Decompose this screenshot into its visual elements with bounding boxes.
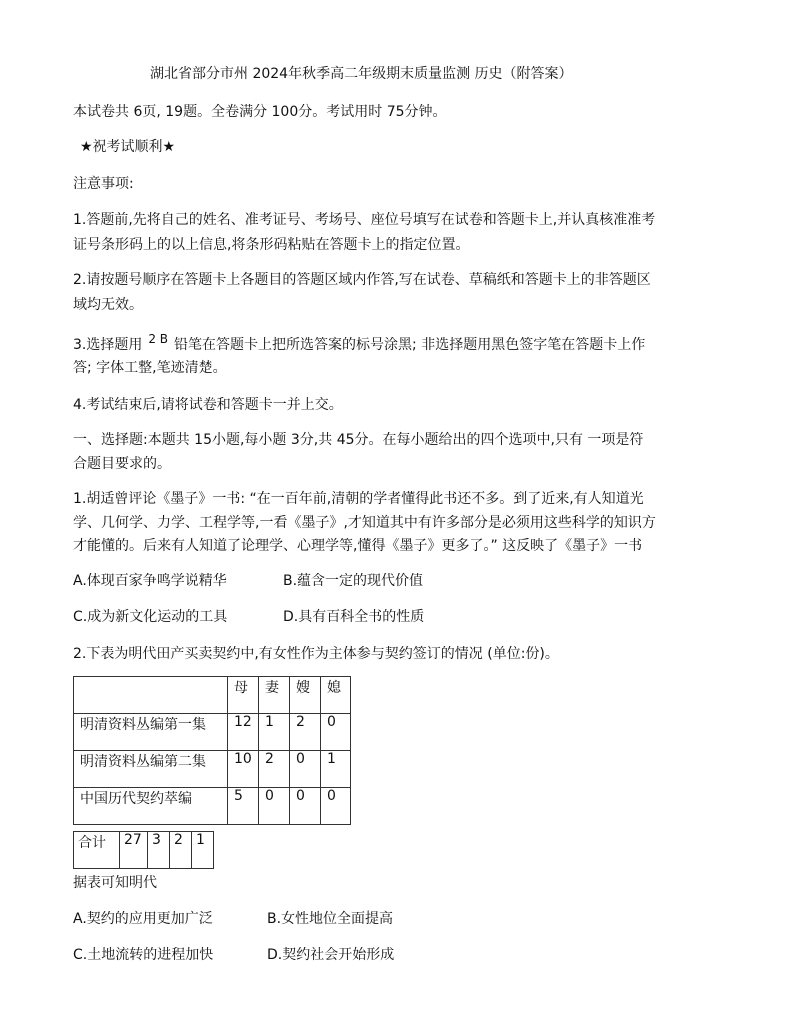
notice-3-line-1 bbox=[73, 332, 646, 354]
q1-option-a: A.体现百家争鸣学说精华 bbox=[73, 573, 227, 589]
document-title: 湖北省部分市州 2024年秋季高二年级期末质量监测 历史（附答案） bbox=[150, 66, 573, 82]
total-row bbox=[74, 832, 214, 869]
notice-1-line-1: 1.答题前,先将自己的姓名、准考证号、考场号、座位号填写在试卷和答题卡上,并认真核准准考 bbox=[73, 212, 656, 228]
table-cell: 2 bbox=[290, 714, 321, 751]
notice-2-line-2: 域均无效。 bbox=[73, 297, 143, 313]
table-cell: 0 bbox=[321, 788, 351, 825]
section-1-line-1: 一、选择题:本题共 15小题,每小题 3分,共 45分。在每小题给出的四个选项中,只有 一项是符 bbox=[73, 432, 644, 448]
total-cell: 合计 bbox=[74, 832, 120, 869]
q2-option-a: A.契约的应用更加广泛 bbox=[73, 911, 213, 927]
q1-option-b: B.蕴含一定的现代价值 bbox=[283, 573, 424, 589]
contract-table bbox=[73, 676, 351, 825]
table-cell: 12 bbox=[228, 714, 259, 751]
table-cell: 0 bbox=[290, 788, 321, 825]
table-row bbox=[74, 788, 351, 825]
total-table bbox=[73, 831, 214, 869]
section-1-line-2: 合题目要求的。 bbox=[73, 456, 171, 472]
table-cell: 1 bbox=[321, 751, 351, 788]
table-cell: 中国历代契约萃编 bbox=[74, 788, 228, 825]
table-header-cell: 母 bbox=[228, 677, 259, 714]
notice-4: 4.考试结束后,请将试卷和答题卡一并上交。 bbox=[73, 397, 343, 413]
table-header-cell: 媳 bbox=[321, 677, 351, 714]
pencil-grade: 2 B bbox=[148, 332, 169, 346]
total-cell: 3 bbox=[148, 832, 170, 869]
notice-3-prefix: 3.选择题用 bbox=[73, 337, 143, 353]
table-cell: 5 bbox=[228, 788, 259, 825]
table-header-cell bbox=[74, 677, 228, 714]
notice-1-line-2: 证号条形码上的以上信息,将条形码粘贴在答题卡上的指定位置。 bbox=[73, 237, 470, 253]
total-cell: 27 bbox=[120, 832, 148, 869]
table-cell: 明清资料丛编第二集 bbox=[74, 751, 228, 788]
table-row bbox=[74, 714, 351, 751]
q2-option-b: B.女性地位全面提高 bbox=[267, 911, 394, 927]
notice-heading: 注意事项: bbox=[73, 176, 134, 192]
table-cell: 10 bbox=[228, 751, 259, 788]
q1-stem-line-2: 学、几何学、力学、工程学等,一看《墨子》,才知道其中有许多部分是必须用这些科学的知识方 bbox=[73, 515, 656, 531]
q1-stem-line-1: 1.胡适曾评论《墨子》一书: “在一百年前,清朝的学者懂得此书还不多。到了近来,有人知道光 bbox=[73, 491, 644, 507]
q2-stem: 2.下表为明代田产买卖契约中,有女性作为主体参与契约签订的情况 (单位:份)。 bbox=[73, 646, 559, 662]
q1-stem-line-3: 才能懂的。后来有人知道了论理学、心理学等,懂得《墨子》更多了。” 这反映了《墨子》一书 bbox=[73, 538, 643, 554]
total-cell: 2 bbox=[170, 832, 192, 869]
table-cell: 0 bbox=[321, 714, 351, 751]
good-luck-line: ★祝考试顺利★ bbox=[80, 139, 176, 155]
total-cell: 1 bbox=[192, 832, 214, 869]
table-cell: 0 bbox=[290, 751, 321, 788]
table-row bbox=[74, 751, 351, 788]
q2-option-c: C.土地流转的进程加快 bbox=[73, 947, 214, 963]
table-cell: 2 bbox=[259, 751, 290, 788]
table-header-row bbox=[74, 677, 351, 714]
table-cell: 1 bbox=[259, 714, 290, 751]
notice-3-rest: 铅笔在答题卡上把所选答案的标号涂黑; 非选择题用黑色签字笔在答题卡上作 bbox=[174, 337, 646, 353]
notice-2-line-1: 2.请按题号顺序在答题卡上各题目的答题区域内作答,写在试卷、草稿纸和答题卡上的非答题区 bbox=[73, 272, 651, 288]
exam-intro: 本试卷共 6页, 19题。全卷满分 100分。考试用时 75分钟。 bbox=[73, 104, 447, 120]
q1-option-d: D.具有百科全书的性质 bbox=[283, 609, 425, 625]
q2-after-table: 据表可知明代 bbox=[73, 875, 157, 891]
table-cell: 0 bbox=[259, 788, 290, 825]
q1-option-c: C.成为新文化运动的工具 bbox=[73, 609, 228, 625]
table-cell: 明清资料丛编第一集 bbox=[74, 714, 228, 751]
q2-option-d: D.契约社会开始形成 bbox=[267, 947, 395, 963]
table-header-cell: 嫂 bbox=[290, 677, 321, 714]
notice-3-line-2: 答; 字体工整,笔迹清楚。 bbox=[73, 360, 227, 376]
table-header-cell: 妻 bbox=[259, 677, 290, 714]
